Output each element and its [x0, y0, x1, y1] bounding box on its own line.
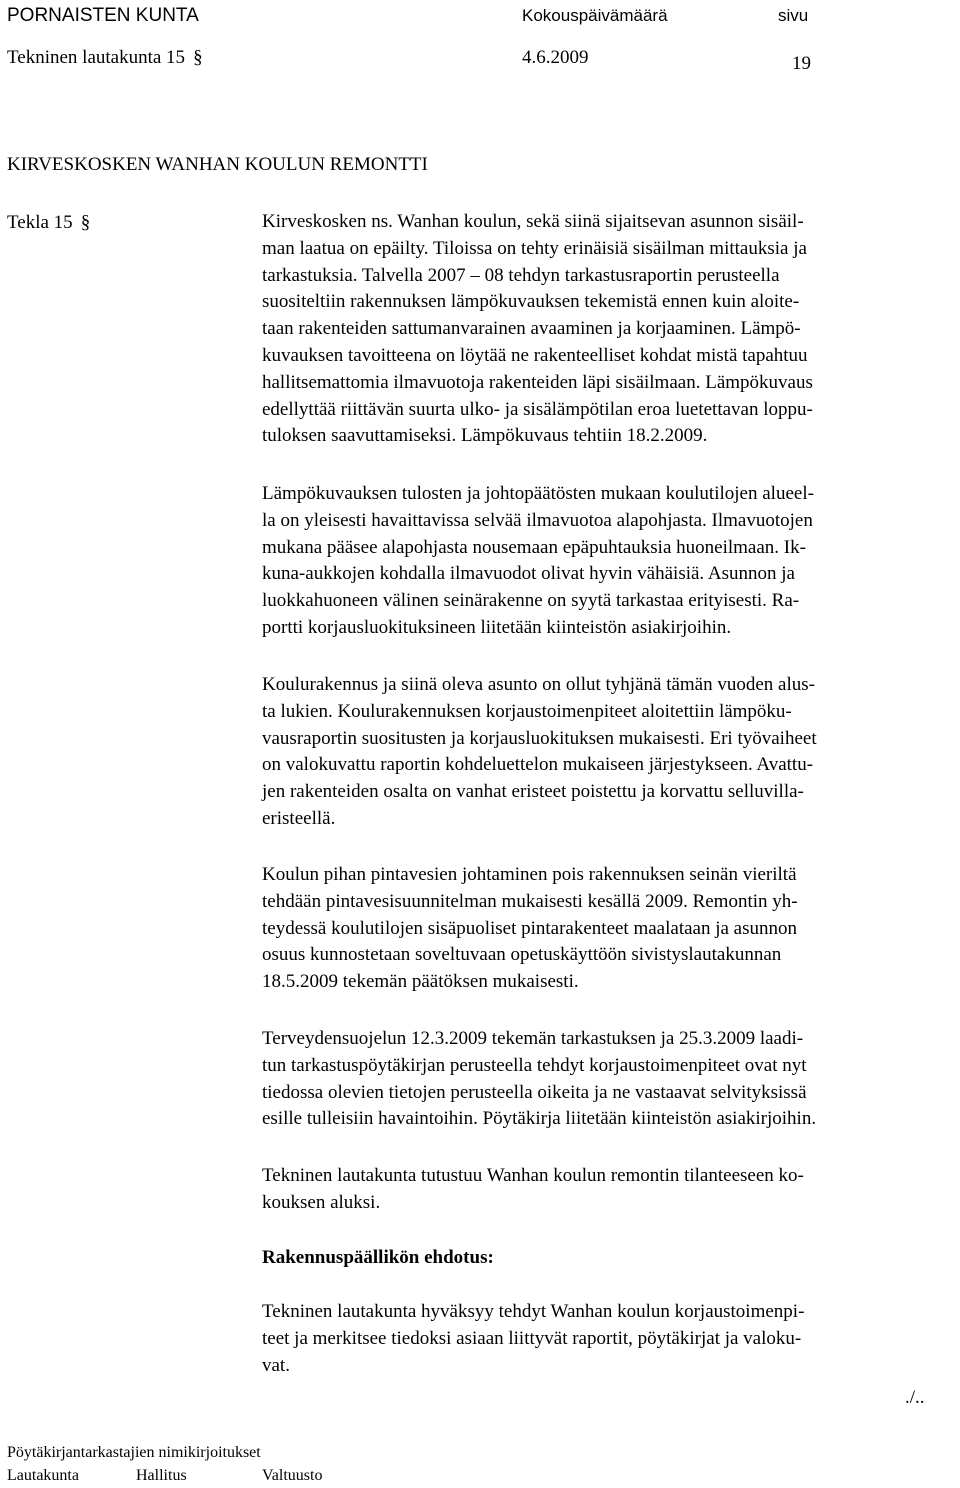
section-reference	[7, 211, 90, 235]
text-line: edellyttää riittävän suurta ulko- ja sisälämpötilan eroa luetettavan loppu-	[262, 398, 813, 420]
text-line: teydessä koulutilojen sisäpuoliset pintarakenteet maalataan ja asunnon	[262, 917, 798, 939]
section-reference-sign: §	[80, 212, 91, 233]
text-line: tehdään pintavesisuunnitelman mukaisesti kesällä 2009. Remontin yh-	[262, 890, 798, 912]
text-line: Tekninen lautakunta hyväksyy tehdyt Wanhan koulun korjaustoimenpi-	[262, 1301, 805, 1322]
text-line: suositeltiin rakennuksen lämpökuvauksen tekemistä ennen kuin aloite-	[262, 291, 800, 313]
text-line: eristeellä.	[262, 807, 336, 829]
text-line: 18.5.2009 tekemän päätöksen mukaisesti.	[262, 971, 579, 993]
section-reference-label: Tekla 15	[7, 212, 73, 233]
document-title: KIRVESKOSKEN WANHAN KOULUN REMONTTI	[7, 154, 428, 175]
text-line: tun tarkastuspöytäkirjan perusteella tehdyt korjaustoimenpiteet ovat nyt	[262, 1054, 807, 1076]
paragraph-visit	[262, 1163, 960, 1217]
page-label: sivu	[778, 6, 809, 25]
text-line: tarkastuksia. Talvella 2007 – 08 tehdyn tarkastusraportin perusteella	[262, 264, 780, 286]
text-line: Koulurakennus ja siinä oleva asunto on ollut tyhjänä tämän vuoden alus-	[262, 674, 815, 695]
committee-meeting	[7, 46, 203, 70]
text-line: kuvauksen tavoitteena on löytää ne rakenteelliset kohdat mistä tapahtuu	[262, 344, 808, 366]
paragraph-findings	[262, 481, 960, 642]
footer-valtuusto: Valtuusto	[262, 1467, 323, 1484]
text-line: osuus kunnostetaan soveltuvaan opetuskäyttöön sivistyslautakunnan	[262, 944, 782, 966]
page-number: 19	[792, 53, 811, 74]
paragraph-health-inspection	[262, 1026, 960, 1133]
footer-signatures-label: Pöytäkirjantarkastajien nimikirjoitukset	[7, 1444, 261, 1461]
text-line: Koulun pihan pintavesien johtaminen pois rakennuksen seinän vieriltä	[262, 864, 797, 885]
text-line: teet ja merkitsee tiedoksi asiaan liittyvät raportit, pöytäkirjat ja valoku-	[262, 1327, 802, 1349]
text-line: taan rakenteiden sattumanvarainen avaaminen ja korjaaminen. Lämpö-	[262, 318, 801, 340]
meeting-date-label: Kokouspäivämäärä	[522, 6, 668, 25]
text-line: mukana pääsee alapohjasta nousemaan epäpuhtauksia huoneilmaan. Ik-	[262, 536, 806, 558]
text-line: tuloksen saavuttamiseksi. Lämpökuvaus tehtiin 18.2.2009.	[262, 425, 708, 447]
footer-hallitus: Hallitus	[136, 1467, 187, 1484]
continuation-marker: ./..	[905, 1387, 925, 1408]
organization-name: PORNAISTEN KUNTA	[7, 5, 199, 26]
text-line: Lämpökuvauksen tulosten ja johtopäätösten mukaan koulutilojen alueel-	[262, 483, 814, 504]
paragraph-drainage	[262, 862, 960, 996]
paragraph-repairs	[262, 672, 960, 833]
proposal-text	[262, 1299, 960, 1379]
text-line: man laatua on epäilty. Tiloissa on tehty erinäisiä sisäilman mittauksia ja	[262, 237, 807, 259]
section-sign: §	[193, 47, 203, 68]
text-line: vausraportin suositusten ja korjausluokituksen mukaisesti. Eri työvaiheet	[262, 727, 817, 749]
text-line: Terveydensuojelun 12.3.2009 tekemän tarkastuksen ja 25.3.2009 laadi-	[262, 1028, 804, 1049]
text-line: Kirveskosken ns. Wanhan koulun, sekä siinä sijaitsevan asunnon sisäil-	[262, 211, 804, 232]
text-line: esille tulleisiin havaintoihin. Pöytäkirja liitetään kiinteistön asiakirjoihin.	[262, 1108, 817, 1130]
footer-lautakunta: Lautakunta	[7, 1467, 79, 1484]
meeting-date: 4.6.2009	[522, 47, 589, 68]
text-line: hallitsemattomia ilmavuotoja rakenteiden läpi sisäilmaan. Lämpökuvaus	[262, 371, 813, 393]
text-line: tiedossa olevien tietojen perusteella oikeita ja ne vastaavat selvityksissä	[262, 1081, 807, 1103]
text-line: kouksen aluksi.	[262, 1191, 381, 1213]
text-line: Tekninen lautakunta tutustuu Wanhan koulun remontin tilanteeseen ko-	[262, 1165, 804, 1186]
text-line: portti korjausluokituksineen liitetään kiinteistön asiakirjoihin.	[262, 616, 732, 638]
text-line: vat.	[262, 1354, 290, 1376]
proposal-heading: Rakennuspäällikön ehdotus:	[262, 1247, 494, 1268]
text-line: jen rakenteiden osalta on vanhat eristeet poistettu ja korvattu selluvilla-	[262, 781, 804, 803]
paragraph-background	[262, 209, 960, 450]
text-line: ta lukien. Koulurakennuksen korjaustoimenpiteet aloitettiin lämpöku-	[262, 700, 792, 722]
text-line: la on yleisesti havaittavissa selvää ilmavuotoa alapohjasta. Ilmavuotojen	[262, 509, 813, 531]
text-line: on valokuvattu raportin kohdeluettelon mukaiseen järjestykseen. Avattu-	[262, 754, 814, 776]
committee-name: Tekninen lautakunta 15	[7, 47, 186, 68]
text-line: luokkahuoneen välinen seinärakenne on syytä tarkastaa erityisesti. Ra-	[262, 590, 800, 612]
text-line: kuna-aukkojen kohdalla ilmavuodot olivat hyvin vähäisiä. Asunnon ja	[262, 563, 795, 585]
